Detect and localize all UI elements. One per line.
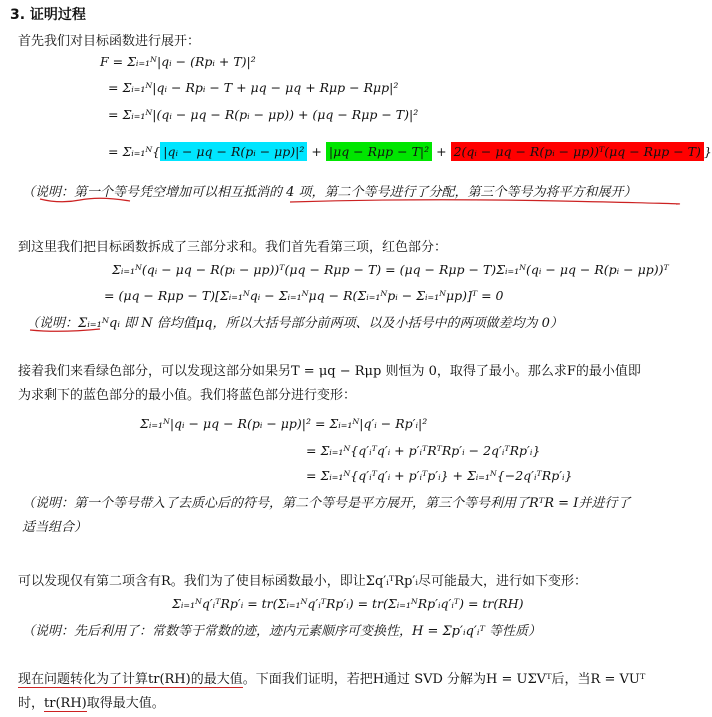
paragraph-5-when: 时， bbox=[18, 696, 45, 711]
paragraph-5-end: 取得最大值。 bbox=[86, 696, 165, 711]
red-term: 2(qᵢ − μq − R(pᵢ − μp))ᵀ(μq − Rμp − T) bbox=[451, 142, 704, 161]
eq2-line1: Σᵢ₌₁ᴺ(qᵢ − μq − R(pᵢ − μp))ᵀ(μq − Rμp − T) = (μq − Rμp − T)Σᵢ₌₁ᴺ(qᵢ − μq − R(pᵢ − μp))ᵀ bbox=[112, 262, 669, 277]
note-2: （说明：Σᵢ₌₁ᴺqᵢ 即 N 倍均值μq，所以大括号部分前两项、以及小括号中的两项做差均为 0） bbox=[26, 316, 563, 331]
note-3-line2: 适当组合） bbox=[22, 520, 88, 535]
green-term: |μq − Rμp − T|² bbox=[326, 142, 432, 161]
highlighted-phrase: 现在问题转化为了计算tr(RH)的最大值 bbox=[18, 672, 243, 687]
eq1-line4-suffix: } bbox=[703, 144, 712, 159]
paragraph-5-line2 bbox=[18, 692, 165, 711]
plus-sign: + bbox=[436, 144, 447, 159]
paragraph-5-rest: 。下面我们证明，若把H通过 SVD 分解为H = UΣVᵀ后，当R = VUᵀ bbox=[242, 672, 646, 687]
paragraph-2: 到这里我们把目标函数拆成了三部分求和。我们首先看第三项，红色部分： bbox=[18, 240, 448, 255]
eq1-line4 bbox=[108, 142, 712, 161]
section-heading: 3. 证明过程 bbox=[10, 7, 86, 23]
eq4: Σᵢ₌₁ᴺq′ᵢᵀRp′ᵢ = tr(Σᵢ₌₁ᴺq′ᵢᵀRp′ᵢ) = tr(Σᵢ₌₁ᴺRp′ᵢq′ᵢᵀ) = tr(RH) bbox=[172, 596, 524, 611]
eq1-line1: F = Σᵢ₌₁ᴺ|qᵢ − (Rpᵢ + T)|² bbox=[100, 54, 256, 69]
tr-rh-term: tr(RH) bbox=[44, 696, 87, 711]
note-4: （说明：先后利用了：常数等于常数的迹，迹内元素顺序可变换性，H = Σp′ᵢq′ᵢᵀ 等性质） bbox=[22, 624, 542, 639]
paragraph-3-line2: 为求剩下的蓝色部分的最小值。我们将蓝色部分进行变形： bbox=[18, 388, 357, 403]
eq1-line2: = Σᵢ₌₁ᴺ|qᵢ − Rpᵢ − T + μq − μq + Rμp − Rμp|² bbox=[108, 80, 399, 95]
eq3-line1: Σᵢ₌₁ᴺ|qᵢ − μq − R(pᵢ − μp)|² = Σᵢ₌₁ᴺ|q′ᵢ − Rp′ᵢ|² bbox=[140, 416, 428, 431]
note1-long-underline-stroke bbox=[290, 200, 680, 204]
eq3-line3: = Σᵢ₌₁ᴺ{q′ᵢᵀq′ᵢ + p′ᵢᵀp′ᵢ} + Σᵢ₌₁ᴺ{−2q′ᵢᵀRp′ᵢ} bbox=[306, 468, 573, 483]
eq3-line2: = Σᵢ₌₁ᴺ{q′ᵢᵀq′ᵢ + p′ᵢᵀRᵀRp′ᵢ − 2q′ᵢᵀRp′ᵢ} bbox=[306, 443, 541, 458]
cyan-term: |qᵢ − μq − R(pᵢ − μp)|² bbox=[160, 142, 307, 161]
paragraph-5-line1 bbox=[18, 668, 645, 687]
eq1-line4-prefix: = Σᵢ₌₁ᴺ{ bbox=[108, 144, 161, 159]
note-1: （说明：第一个等号凭空增加可以相互抵消的 4 项，第二个等号进行了分配，第三个等号为将平方和展开） bbox=[22, 185, 637, 200]
intro-text: 首先我们对目标函数进行展开： bbox=[18, 34, 201, 49]
eq1-line3: = Σᵢ₌₁ᴺ|(qᵢ − μq − R(pᵢ − μp)) + (μq − Rμp − T)|² bbox=[108, 107, 419, 122]
paragraph-4: 可以发现仅有第二项含有R。我们为了使目标函数最小，即让Σq′ᵢᵀRp′ᵢ尽可能最大，进行如下变形： bbox=[18, 574, 588, 589]
plus-sign: + bbox=[311, 144, 322, 159]
eq2-line2: = (μq − Rμp − T)[Σᵢ₌₁ᴺqᵢ − Σᵢ₌₁ᴺμq − R(Σᵢ₌₁ᴺpᵢ − Σᵢ₌₁ᴺμp)]ᵀ = 0 bbox=[104, 288, 504, 303]
note-3-line1: （说明：第一个等号带入了去质心后的符号，第二个等号是平方展开，第三个等号利用了RᵀR = I并进行了 bbox=[22, 496, 631, 511]
paragraph-3-line1: 接着我们来看绿色部分，可以发现这部分如果另T = μq − Rμp 则恒为 0，取得了最小。那么求F的最小值即 bbox=[18, 364, 641, 379]
